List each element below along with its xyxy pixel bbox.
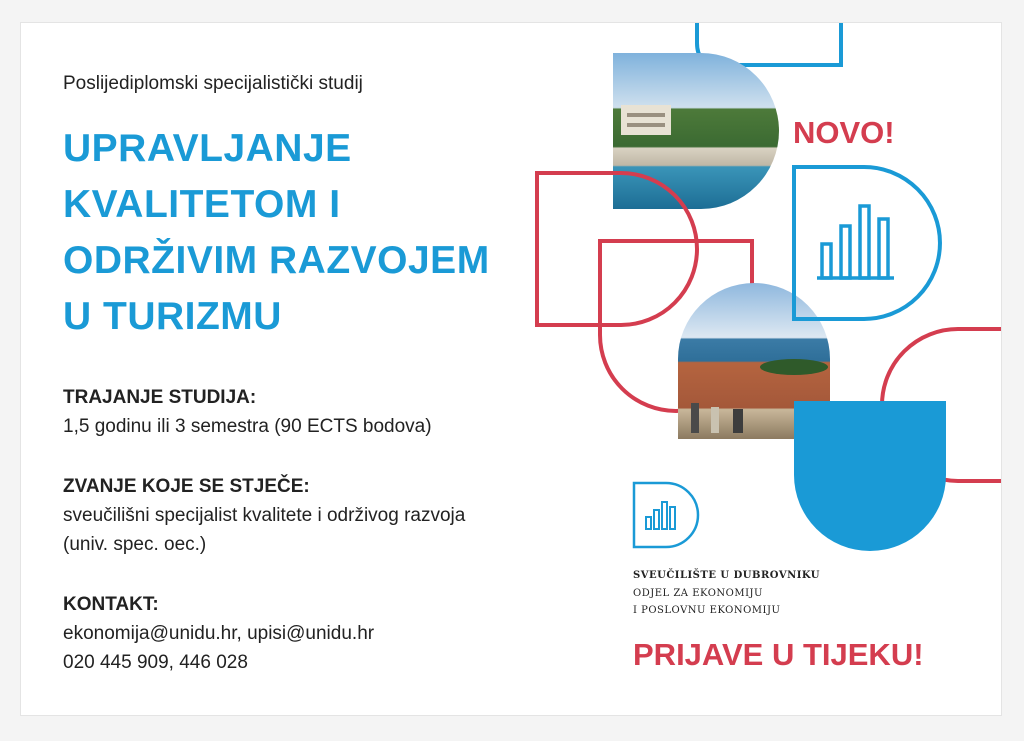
new-badge: NOVO! [793, 115, 895, 150]
degree-line: (univ. spec. oec.) [63, 534, 207, 555]
duration-value: 1,5 godinu ili 3 semestra (90 ECTS bodova) [63, 416, 432, 437]
contact-heading: KONTAKT: [63, 594, 159, 615]
duration-heading: TRAJANJE STUDIJA: [63, 387, 257, 408]
university-block [633, 567, 820, 619]
title-line: ODRŽIVIM RAZVOJEM [63, 239, 490, 282]
degree-section [63, 472, 465, 559]
photo-building [621, 105, 671, 135]
contact-emails[interactable]: ekonomija@unidu.hr, upisi@unidu.hr [63, 623, 375, 644]
bar-chart-icon [817, 206, 894, 278]
university-logo-icon [634, 483, 698, 547]
duration-section [63, 383, 432, 441]
title-line: U TURIZMU [63, 295, 282, 338]
photo-island [760, 359, 828, 375]
title-line: KVALITETOM I [63, 183, 341, 226]
program-type: Poslijediplomski specijalistički studij [63, 73, 363, 94]
degree-line: sveučilišni specijalist kvalitete i održivog razvoja [63, 505, 466, 526]
program-title [63, 121, 533, 345]
title-line: UPRAVLJANJE [63, 127, 352, 170]
department-line: ODJEL ZA EKONOMIJU [633, 588, 763, 599]
degree-heading: ZVANJE KOJE SE STJEČE: [63, 476, 310, 497]
department-line: I POSLOVNU EKONOMIJU [633, 605, 781, 616]
applications-open-cta: PRIJAVE U TIJEKU! [633, 637, 924, 672]
contact-section [63, 590, 374, 677]
blue-filled-shape [794, 401, 946, 551]
blue-outline-d-chart [794, 167, 940, 319]
poster [20, 22, 1002, 716]
university-name: SVEUČILIŠTE U DUBROVNIKU [633, 570, 820, 581]
contact-phones: 020 445 909, 446 028 [63, 652, 248, 673]
